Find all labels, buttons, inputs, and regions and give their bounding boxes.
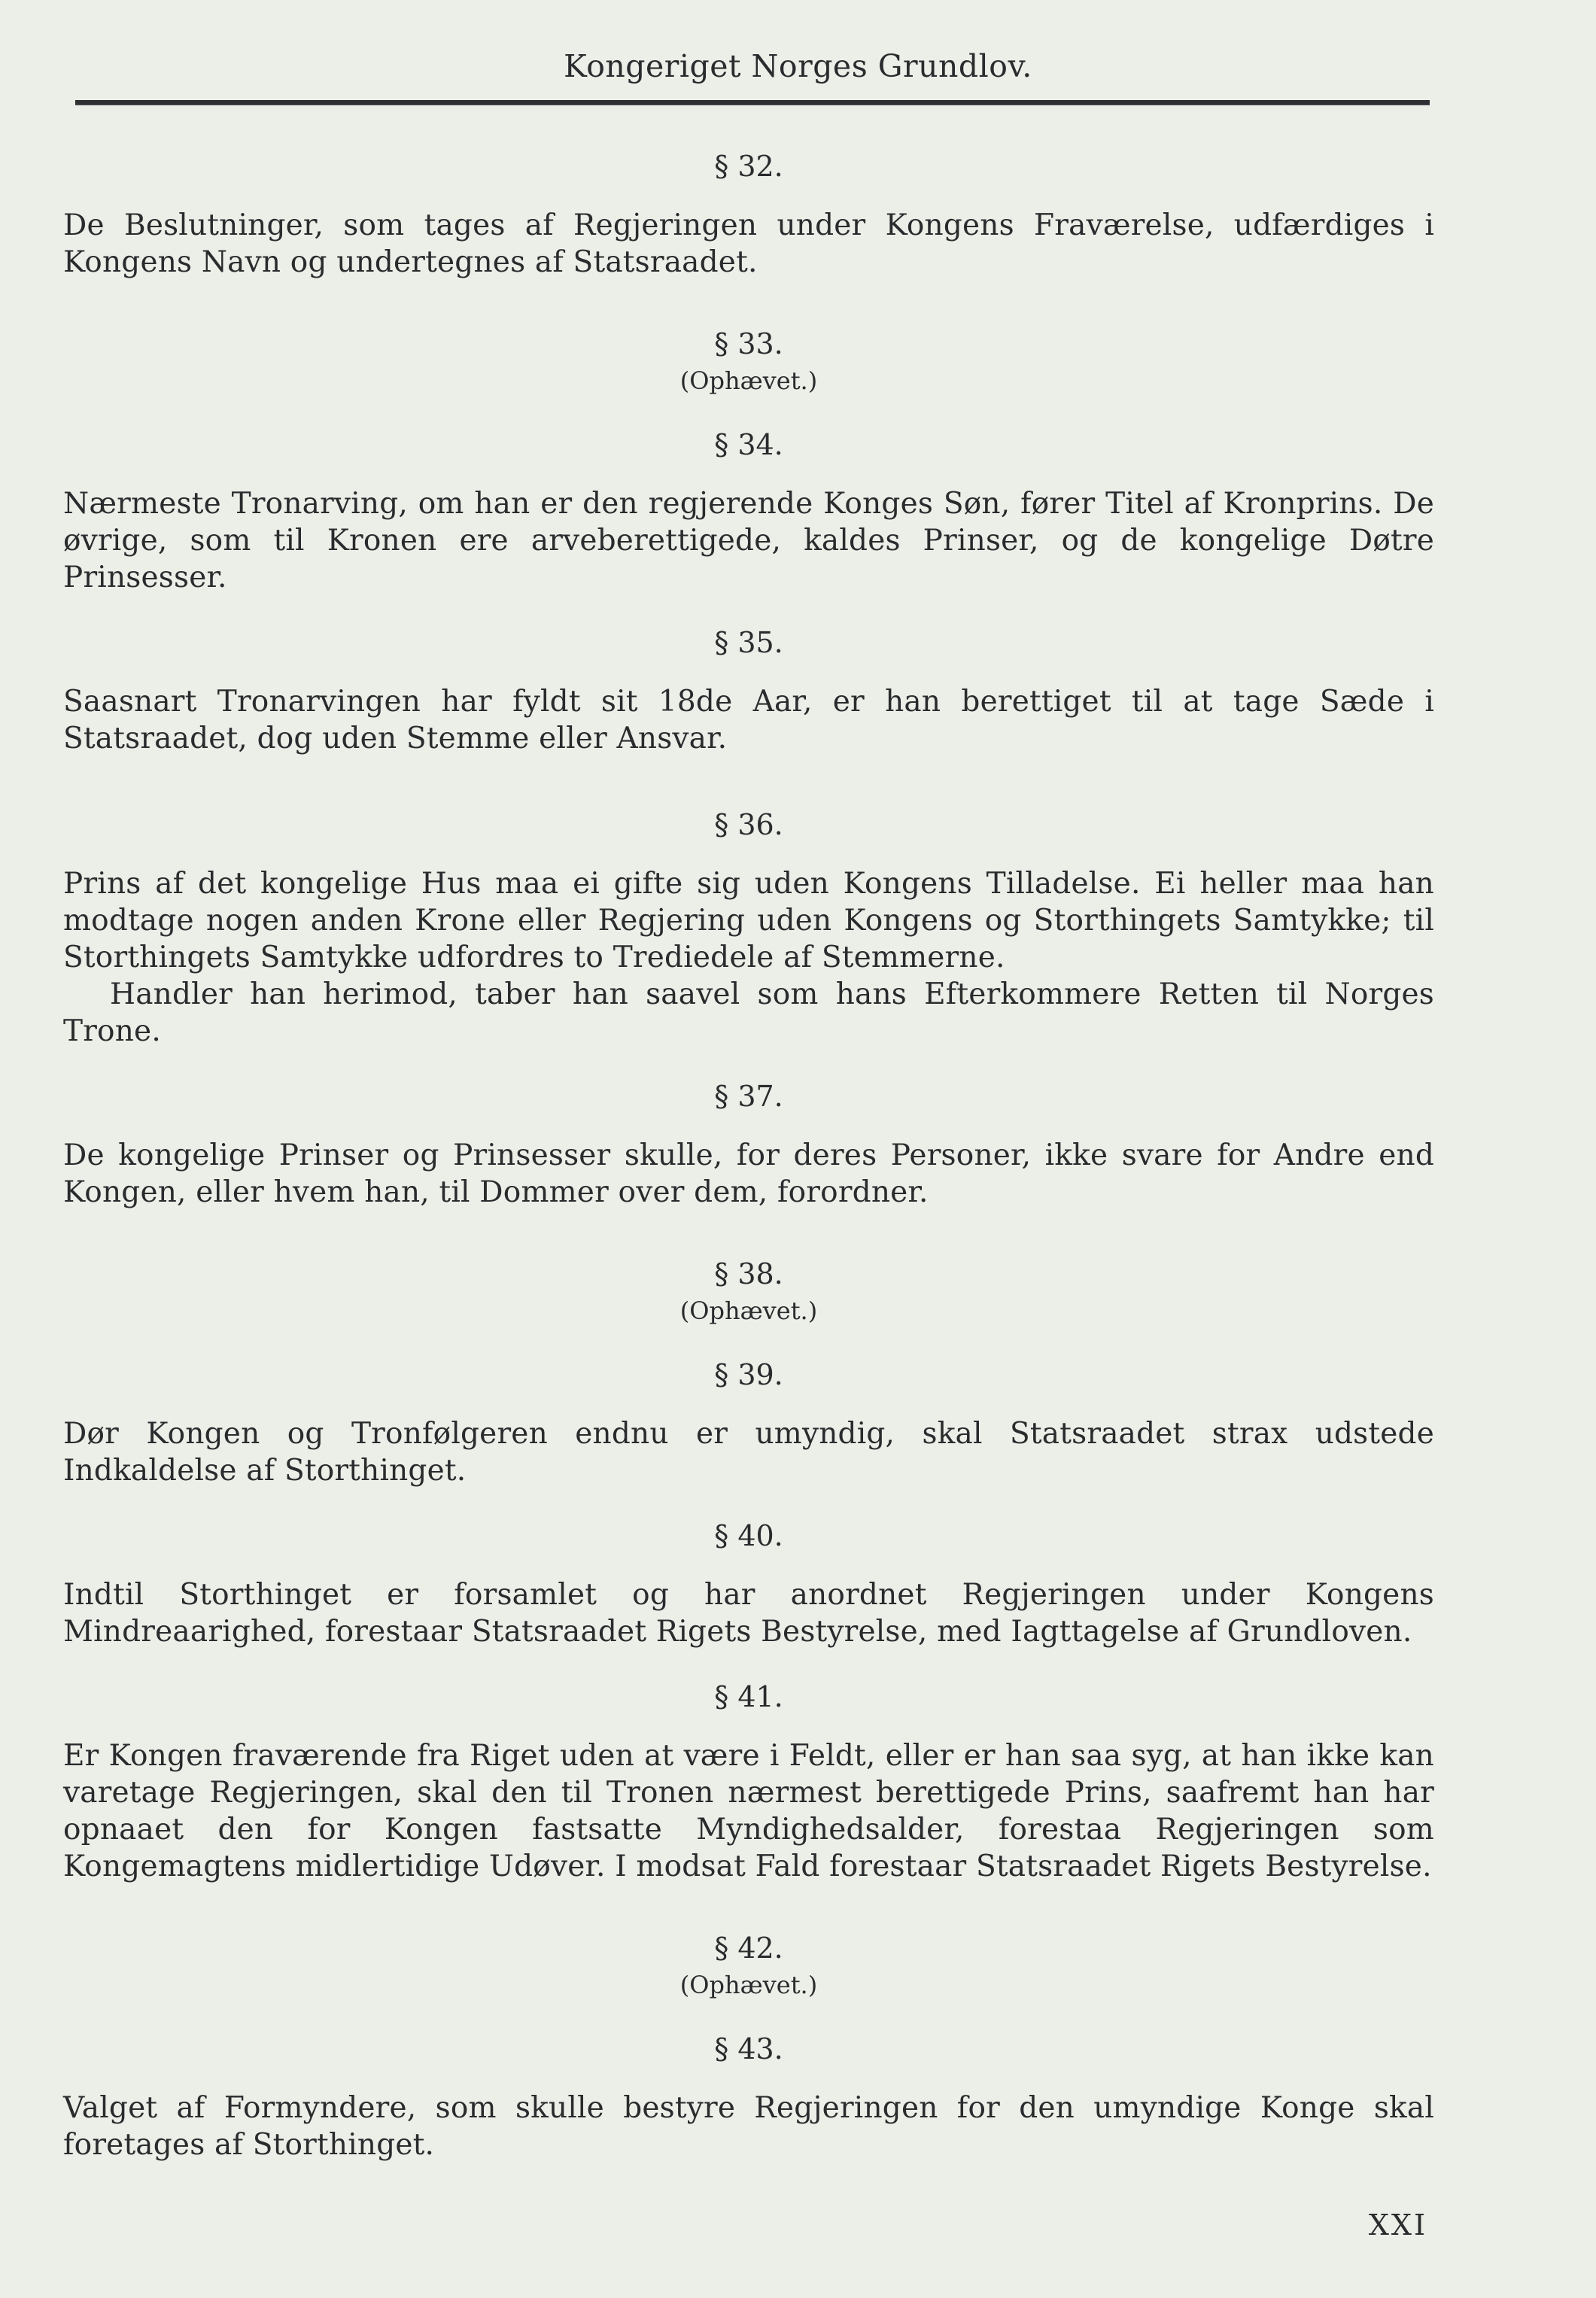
- section-heading-34: § 34.: [714, 428, 783, 461]
- section-text-40: Indtil Storthinget er forsamlet og har anordnet Regjeringen under Kongens Mindreaarighed, forestaar Statsraadet Rigets Bestyrelse, med Iagttagelse af Grundloven.: [63, 1578, 1434, 1649]
- section-heading-42: § 42.: [714, 1932, 783, 1965]
- section-text-43: Valget af Formyndere, som skulle bestyre Regjeringen for den umyndige Konge skal foretages af Storthinget.: [63, 2091, 1434, 2162]
- section-heading-41: § 41.: [714, 1680, 783, 1713]
- section-note-42: (Ophævet.): [679, 1971, 818, 1999]
- section-heading-38: § 38.: [714, 1257, 783, 1290]
- header-rule: [75, 100, 1430, 105]
- section-text-34: Nærmeste Tronarving, om han er den regjerende Konges Søn, fører Titel af Kronprins. De øvrige, som til Kronen ere arveberettigede, kaldes Prinser, og de kongelige Døtre Prinsesser.: [63, 487, 1434, 594]
- section-text-35: Saasnart Tronarvingen har fyldt sit 18de Aar, er han berettiget til at tage Sæde i Statsraadet, dog uden Stemme eller Ansvar.: [63, 685, 1434, 755]
- section-text-41: Er Kongen fraværende fra Riget uden at være i Feldt, eller er han saa syg, at han ikke kan varetage Regjeringen, skal den til Tronen nærmest berettigede Prins, saafremt han har opnaaet den for Kongen fastsatte Myndighedsalder, forestaa Regjeringen som Kongemagtens midlertidige Udøver. I modsat Fald forestaar Statsraadet Rigets Bestyrelse.: [63, 1739, 1434, 1883]
- document-body: [63, 147, 1434, 2163]
- section-heading-35: § 35.: [714, 626, 783, 659]
- section-note-38: (Ophævet.): [679, 1296, 818, 1325]
- section-heading-36: § 36.: [714, 808, 783, 841]
- section-text-36-continued: Handler han herimod, taber han saavel som hans Efterkommere Retten til Norges Trone.: [63, 977, 1434, 1048]
- section-note-33: (Ophævet.): [679, 366, 818, 395]
- section-heading-43: § 43.: [714, 2032, 783, 2065]
- section-text-32: De Beslutninger, som tages af Regjeringen under Kongens Fraværelse, udfærdiges i Kongens Navn og undertegnes af Statsraadet.: [63, 208, 1434, 279]
- section-heading-40: § 40.: [714, 1519, 783, 1552]
- section-heading-33: § 33.: [714, 327, 783, 360]
- section-heading-39: § 39.: [714, 1358, 783, 1391]
- section-heading-37: § 37.: [714, 1080, 783, 1113]
- section-text-36: Prins af det kongelige Hus maa ei gifte sig uden Kongens Tilladelse. Ei heller maa han modtage nogen anden Krone eller Regjering uden Kongens og Storthingets Samtykke; til Storthingets Samtykke udfordres to Trediedele af Stemmerne.: [63, 867, 1434, 974]
- section-text-39: Dør Kongen og Tronfølgeren endnu er umyndig, skal Statsraadet strax udstede Indkaldelse af Storthinget.: [63, 1417, 1434, 1488]
- running-header: Kongeriget Norges Grundlov.: [564, 48, 1032, 84]
- section-heading-32: § 32.: [714, 150, 783, 183]
- page-number: XXI: [1368, 2208, 1427, 2242]
- section-text-37: De kongelige Prinser og Prinsesser skulle, for deres Personer, ikke svare for Andre end Kongen, eller hvem han, til Dommer over dem, forordner.: [63, 1138, 1434, 1209]
